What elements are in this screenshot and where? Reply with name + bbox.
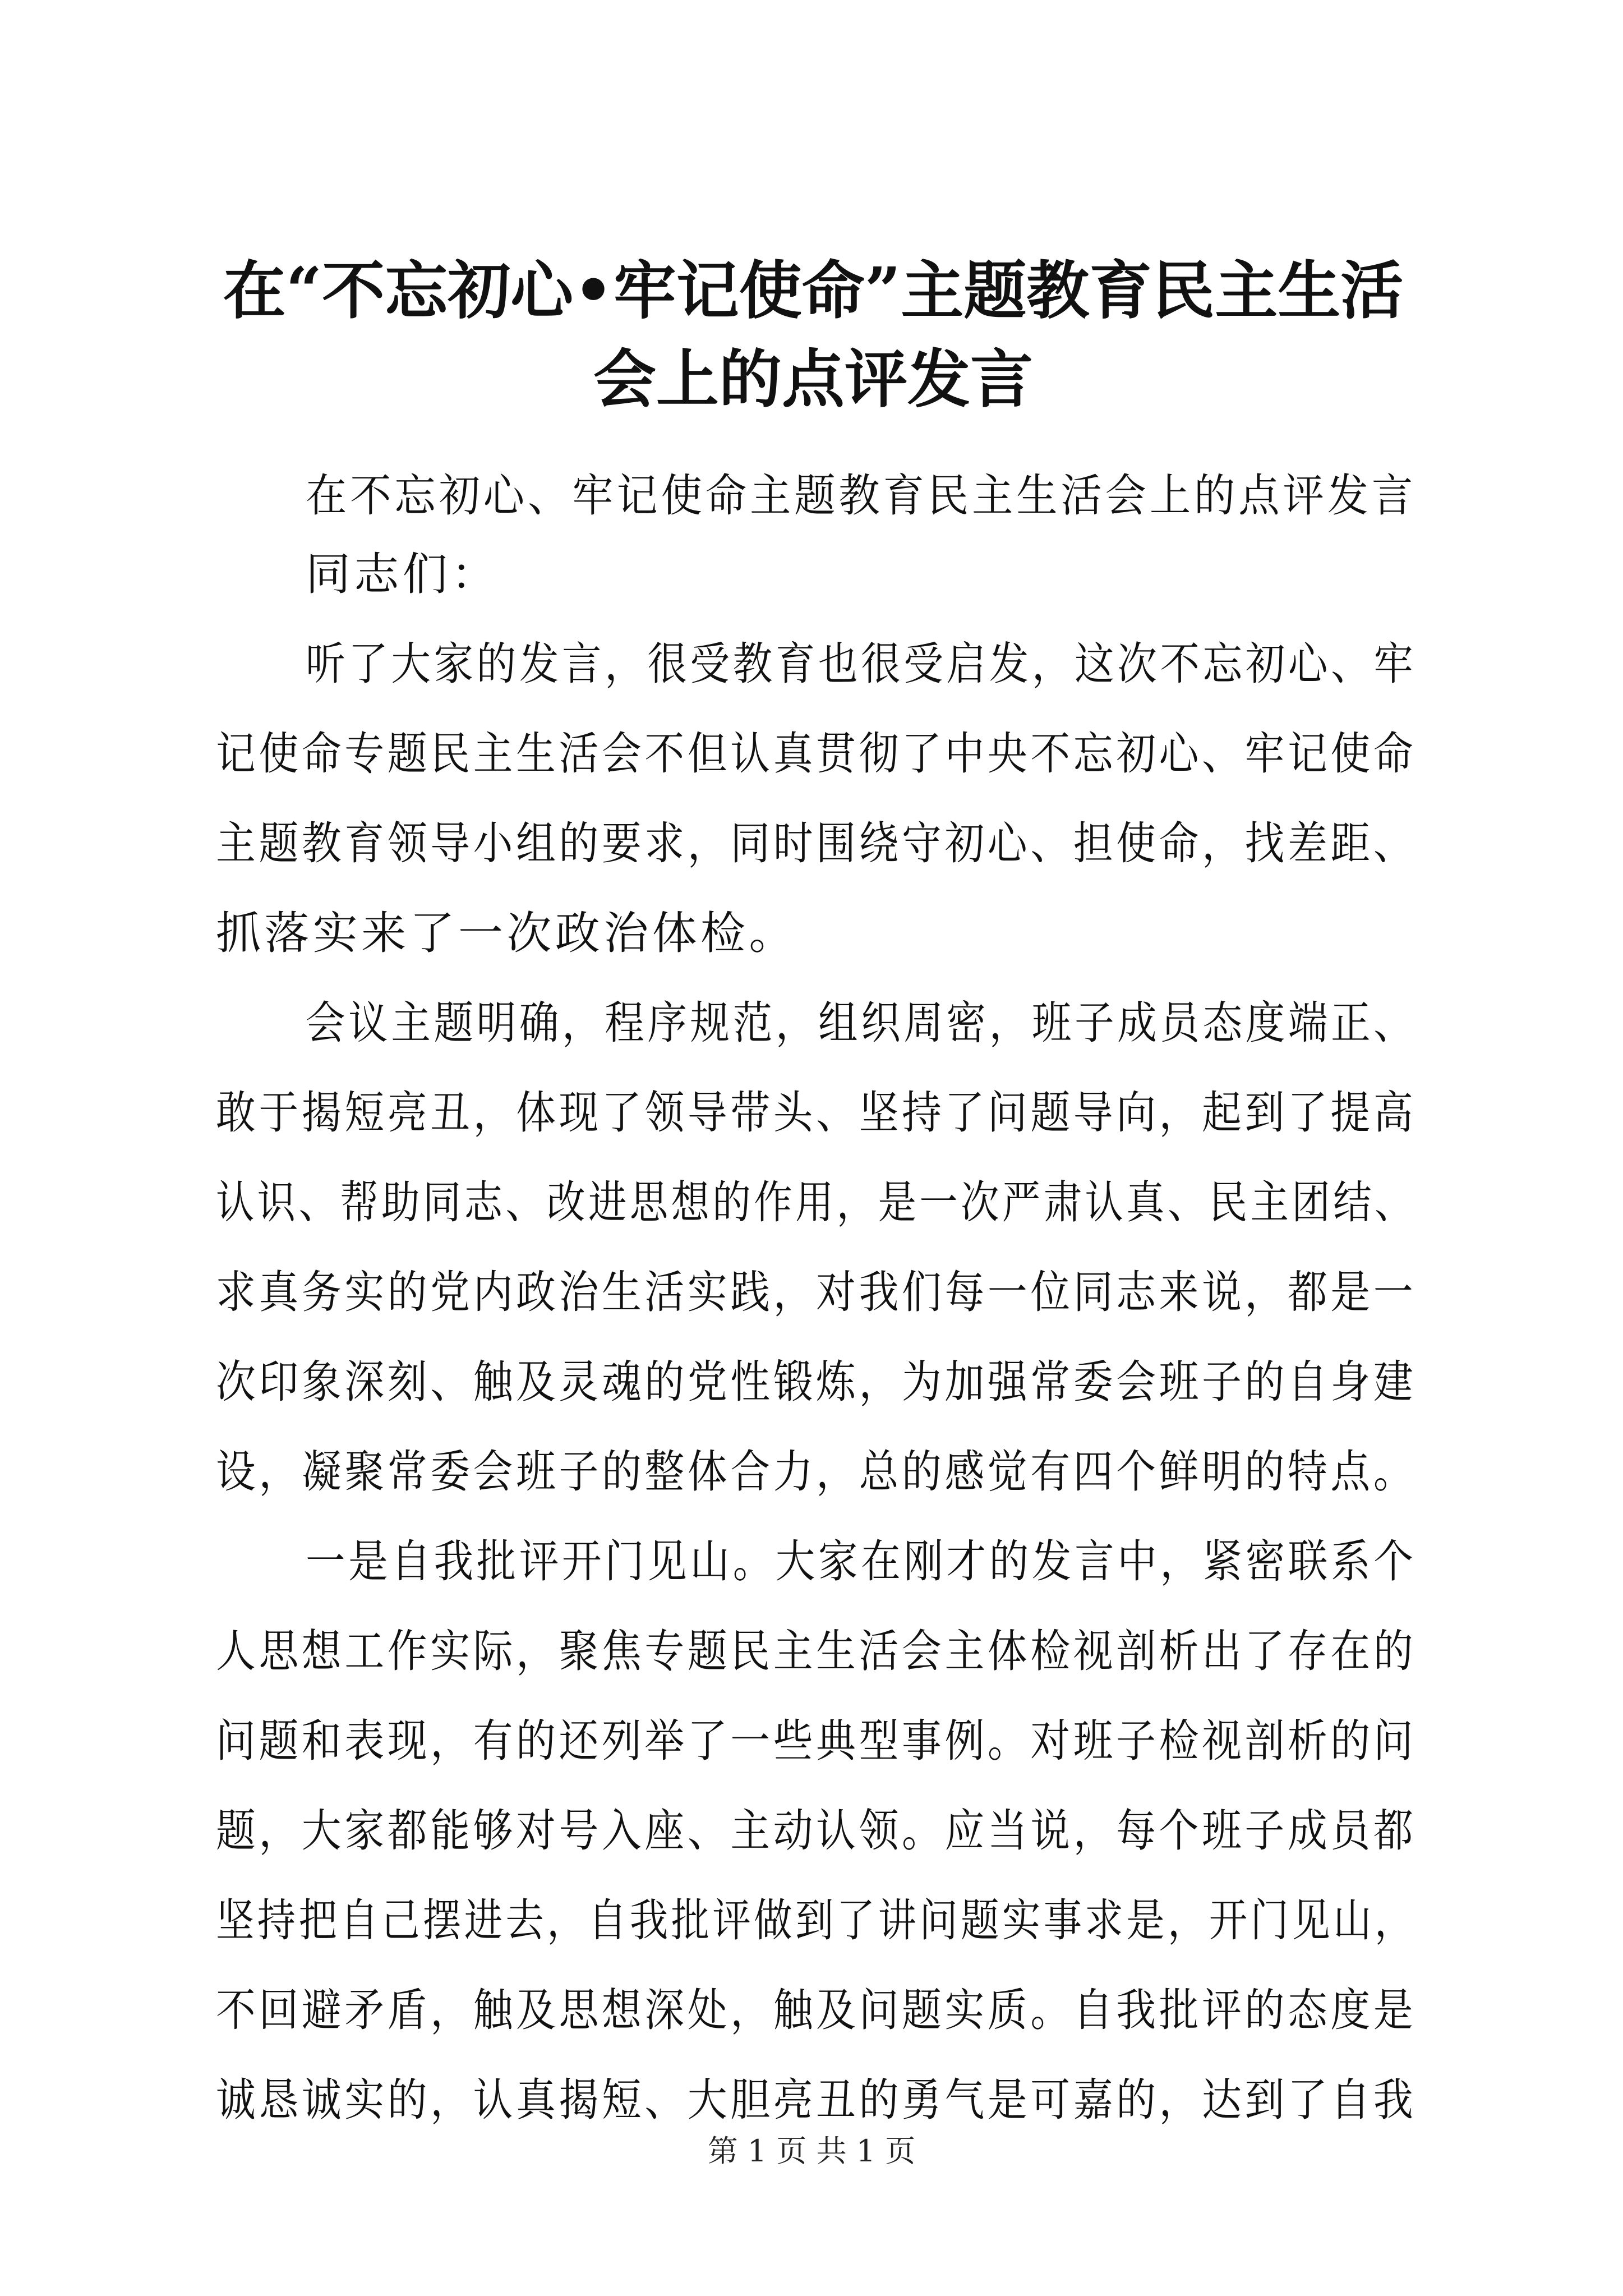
body-line: 抓落实来了一次政治体检。 [216,907,797,959]
body-line: 题，大家都能够对号入座、主动认领。应当说，每个班子成员都 [216,1805,1417,1857]
body-line: 记使命专题民主生活会不但认真贯彻了中央不忘初心、牢记使命 [216,728,1417,780]
body-line: 次印象深刻、触及灵魂的党性锻炼，为加强常委会班子的自身建 [216,1356,1417,1408]
title-line-1: 在“不忘初心•牢记使命”主题教育民主生活 [223,254,1404,328]
body-line: 求真务实的党内政治生活实践，对我们每一位同志来说，都是一 [216,1266,1417,1318]
document-title [213,247,1413,424]
body-line: 同志们： [306,548,500,600]
body-line: 听了大家的发言，很受教育也很受启发，这次不忘初心、牢 [306,638,1417,690]
body-line: 一是自我批评开门见山。大家在刚才的发言中，紧密联系个 [306,1535,1417,1588]
body-line: 坚持把自己摆进去，自我批评做到了讲问题实事求是，开门见山， [216,1894,1416,1947]
body-line: 人思想工作实际，聚焦专题民主生活会主体检视剖析出了存在的 [216,1625,1417,1677]
page-number: 第 1 页 共 1 页 [707,2133,916,2169]
body-line: 诚恳诚实的，认真揭短、大胆亮丑的勇气是可嘉的，达到了自我 [216,2074,1417,2126]
body-line: 认识、帮助同志、改进思想的作用，是一次严肃认真、民主团结、 [216,1176,1416,1228]
body-line: 不回避矛盾，触及思想深处，触及问题实质。自我批评的态度是 [216,1984,1417,2036]
body-line: 设，凝聚常委会班子的整体合力，总的感觉有四个鲜明的特点。 [216,1446,1417,1498]
body-line: 会议主题明确，程序规范，组织周密，班子成员态度端正、 [306,997,1417,1049]
body-line: 在不忘初心、牢记使命主题教育民主生活会上的点评发言 [306,470,1417,522]
body-line: 问题和表现，有的还列举了一些典型事例。对班子检视剖析的问 [216,1715,1417,1767]
body-line: 敢于揭短亮丑，体现了领导带头、坚持了问题导向，起到了提高 [216,1087,1417,1139]
body-line: 主题教育领导小组的要求，同时围绕守初心、担使命，找差距、 [216,817,1417,869]
page-footer [0,2132,1623,2171]
title-line-2: 会上的点评发言 [593,343,1033,416]
